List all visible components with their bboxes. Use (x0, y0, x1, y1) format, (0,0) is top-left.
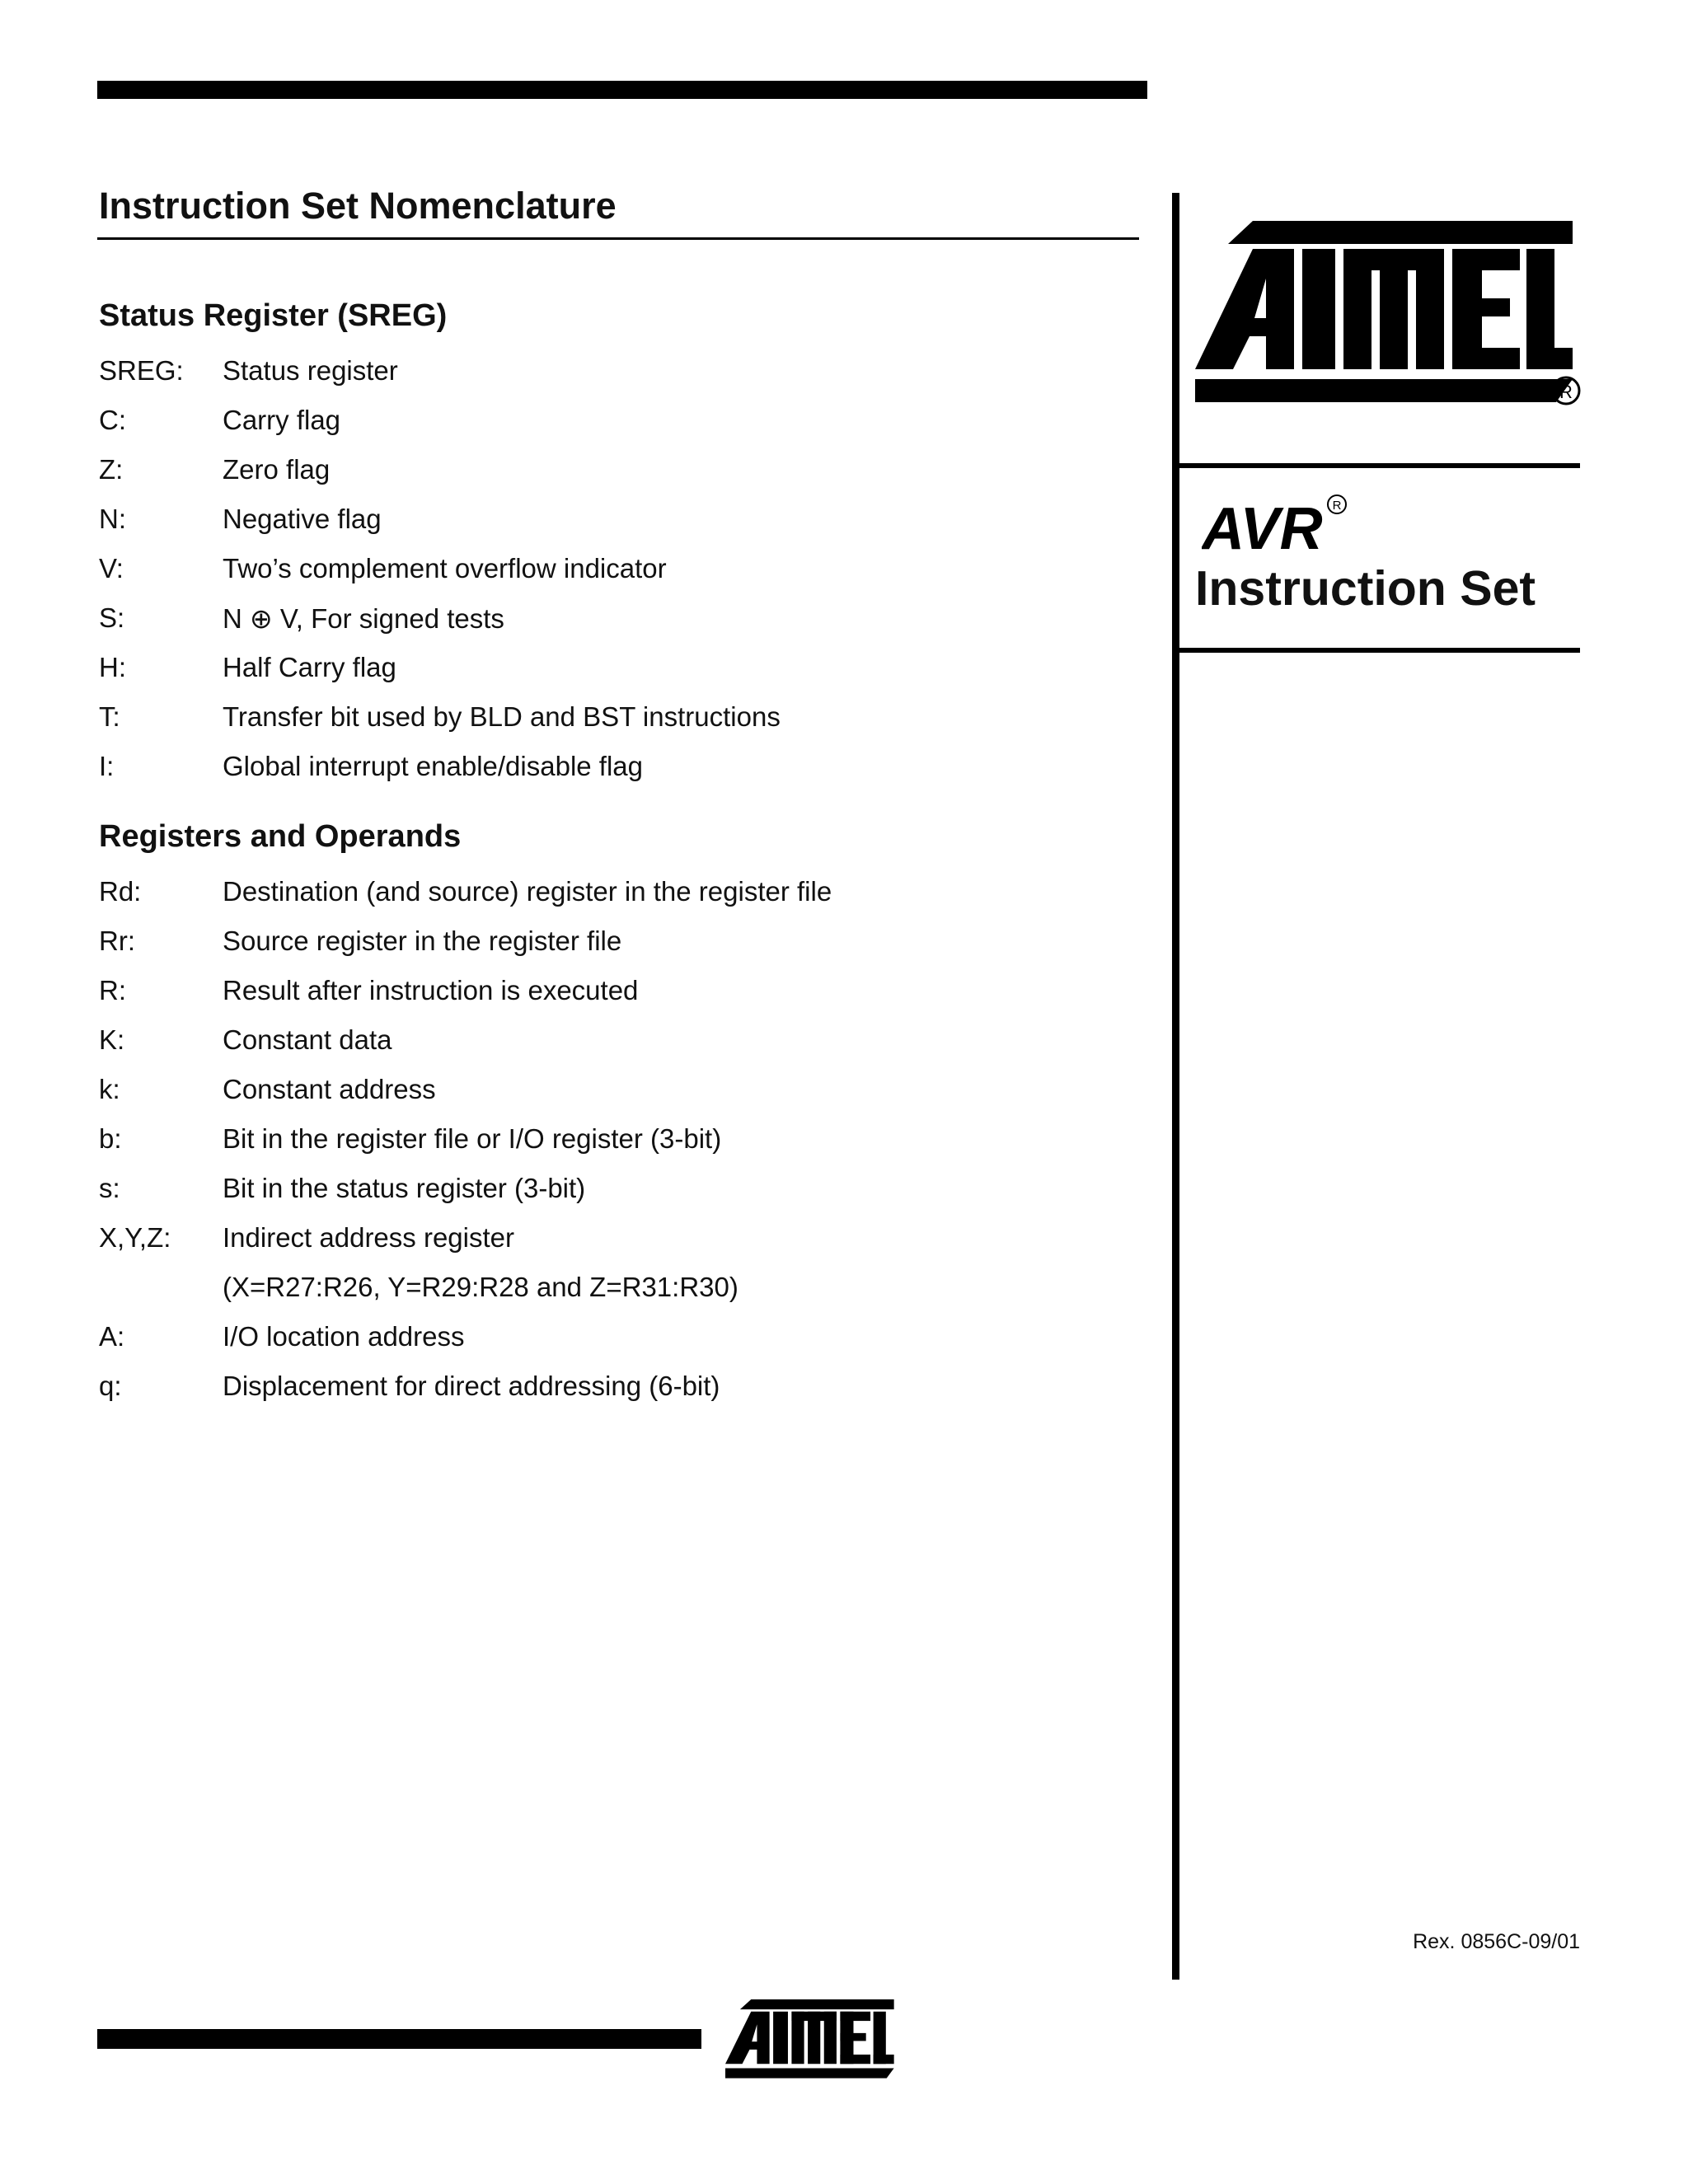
definition-term: K: (99, 1024, 125, 1055)
definition-term: C: (99, 405, 126, 435)
definition-description: Constant address (223, 1074, 436, 1104)
definition-description: Indirect address register (223, 1222, 514, 1253)
definition-term: q: (99, 1371, 122, 1401)
avr-logo (1202, 493, 1350, 563)
definition-term: X,Y,Z: (99, 1222, 171, 1253)
definition-row (99, 544, 781, 593)
definition-row (99, 643, 781, 692)
definition-description: Half Carry flag (223, 652, 396, 682)
definition-row (99, 396, 781, 445)
definition-row (99, 494, 781, 544)
section-heading-registers-operands: Registers and Operands (99, 819, 462, 854)
definition-row (99, 1164, 832, 1213)
status-register-definition-list (99, 346, 781, 791)
definition-term: k: (99, 1074, 120, 1104)
definition-description: Carry flag (223, 405, 341, 435)
bottom-rule-bar (97, 2029, 701, 2049)
registers-operands-definition-list (99, 867, 832, 1411)
definition-row (99, 916, 832, 966)
definition-row (99, 1015, 832, 1065)
definition-description: Constant data (223, 1024, 392, 1055)
definition-description: Transfer bit used by BLD and BST instructions (223, 701, 781, 732)
section-heading-status-register: Status Register (SREG) (99, 298, 448, 333)
revision-label: Rex. 0856C-09/01 (1413, 1930, 1580, 1953)
definition-term: R: (99, 975, 126, 1005)
avr-logo-text: AVR (1202, 496, 1323, 559)
definition-term: H: (99, 652, 126, 682)
sidebar-rule-upper (1179, 463, 1580, 468)
definition-term: T: (99, 701, 120, 732)
definition-description: I/O location address (223, 1321, 465, 1352)
definition-description: N ⊕ V, For signed tests (223, 602, 504, 634)
definition-row (99, 1213, 832, 1263)
definition-term: S: (99, 602, 125, 633)
definition-row (99, 445, 781, 494)
atmel-logo (1195, 221, 1582, 410)
definition-term: Z: (99, 454, 124, 485)
definition-description: Global interrupt enable/disable flag (223, 751, 644, 781)
footer-atmel-logo (725, 1999, 898, 2082)
definition-term: A: (99, 1321, 125, 1352)
definition-term: N: (99, 504, 126, 534)
definition-row (99, 1361, 832, 1411)
definition-row (99, 1263, 832, 1312)
definition-term: SREG: (99, 355, 184, 386)
definition-row (99, 742, 781, 791)
definition-row (99, 346, 781, 396)
footer-atmel-logo-graphic (725, 1999, 898, 2082)
sidebar-divider-rule (1172, 193, 1179, 1980)
definition-term: Rr: (99, 926, 135, 956)
definition-description: Source register in the register file (223, 926, 622, 956)
avr-logo-graphic (1202, 493, 1350, 559)
top-rule-bar (97, 81, 1147, 99)
title-underline (97, 237, 1139, 240)
definition-row (99, 1312, 832, 1361)
definition-description: (X=R27:R26, Y=R29:R28 and Z=R31:R30) (223, 1272, 738, 1302)
definition-row (99, 966, 832, 1015)
avr-registered-mark: R (1332, 499, 1342, 513)
definition-term: s: (99, 1173, 120, 1203)
product-title: Instruction Set (1195, 561, 1536, 616)
definition-term: Rd: (99, 876, 142, 907)
sidebar-rule-lower (1179, 648, 1580, 653)
definition-description: Status register (223, 355, 398, 386)
definition-row (99, 867, 832, 916)
definition-row (99, 692, 781, 742)
atmel-logo-graphic (1195, 221, 1582, 410)
definition-row (99, 1065, 832, 1114)
page-title: Instruction Set Nomenclature (99, 185, 617, 227)
definition-description: Bit in the register file or I/O register (3-bit) (223, 1123, 722, 1154)
definition-row (99, 593, 781, 643)
definition-description: Zero flag (223, 454, 331, 485)
definition-description: Result after instruction is executed (223, 975, 639, 1005)
definition-description: Two’s complement overflow indicator (223, 553, 667, 583)
definition-row (99, 1114, 832, 1164)
definition-term: I: (99, 751, 115, 781)
definition-description: Destination (and source) register in the register file (223, 876, 832, 907)
definition-term: b: (99, 1123, 122, 1154)
definition-description: Negative flag (223, 504, 382, 534)
definition-description: Bit in the status register (3-bit) (223, 1173, 586, 1203)
definition-term: V: (99, 553, 124, 583)
logo-registered-mark: R (1559, 382, 1573, 402)
definition-description: Displacement for direct addressing (6-bit) (223, 1371, 720, 1401)
